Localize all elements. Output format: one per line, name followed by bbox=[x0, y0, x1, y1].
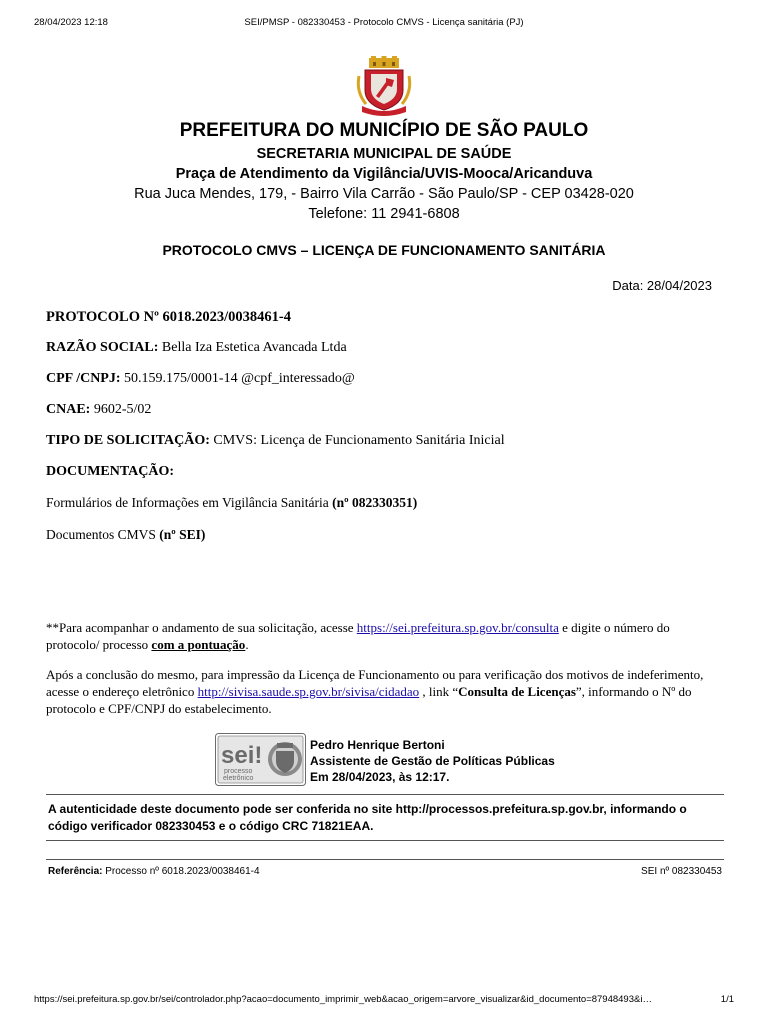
field-razao-social bbox=[46, 340, 347, 356]
signature-date: Em 28/04/2023, às 12:17. bbox=[310, 770, 450, 784]
field-label: RAZÃO SOCIAL: bbox=[46, 340, 159, 355]
signer-name: Pedro Henrique Bertoni bbox=[310, 738, 445, 752]
municipal-crest-icon bbox=[356, 56, 412, 118]
field-value: CMVS: Licença de Funcionamento Sanitária Inicial bbox=[209, 433, 505, 448]
org-name: PREFEITURA DO MUNICÍPIO DE SÃO PAULO bbox=[179, 120, 589, 141]
secretaria-name: SECRETARIA MUNICIPAL DE SAÚDE bbox=[256, 146, 512, 162]
print-url: https://sei.prefeitura.sp.gov.br/sei/controlador.php?acao=documento_imprimir_web&acao_origem=arvore_visualizar&id_documento=87948493&i… bbox=[34, 994, 652, 1005]
print-datetime: 28/04/2023 12:18 bbox=[34, 17, 108, 28]
svg-text:eletrônico: eletrônico bbox=[223, 775, 254, 782]
process-reference: Referência: Processo nº 6018.2023/0038461-4 bbox=[48, 866, 260, 877]
license-instructions: Após a conclusão do mesmo, para impressão da Licença de Funcionamento ou para verificação dos motivos de indeferimento, acesse o endereço eletrônico http://sivisa.saude.sp.gov.br/sivisa/cidadao , link “Consulta de Licenças”, informando o Nº do protocolo e CPF/CNPJ do estabelecimento. bbox=[46, 667, 704, 716]
documentation-heading: DOCUMENTAÇÃO: bbox=[46, 464, 175, 479]
emphasis-pontuacao: com a pontuação bbox=[151, 637, 246, 652]
sei-seal-icon bbox=[215, 733, 306, 786]
svg-text:sei!: sei! bbox=[221, 742, 263, 769]
field-label: CNAE: bbox=[46, 402, 91, 417]
divider bbox=[46, 859, 724, 860]
sei-number: SEI nº 082330453 bbox=[641, 866, 722, 877]
field-label: TIPO DE SOLICITAÇÃO: bbox=[46, 433, 210, 448]
tracking-instructions: **Para acompanhar o andamento de sua solicitação, acesse https://sei.prefeitura.sp.gov.br/consulta e digite o número do protocolo/ processo com a pontuação. bbox=[46, 620, 670, 652]
divider bbox=[46, 840, 724, 841]
doc-item-formularios: Formulários de Informações em Vigilância Sanitária (nº 082330351) bbox=[46, 495, 418, 510]
emphasis-consulta: Consulta de Licenças bbox=[458, 684, 576, 699]
document-date: Data: 28/04/2023 bbox=[612, 278, 712, 293]
field-cnae bbox=[46, 402, 151, 418]
field-value: 9602-5/02 bbox=[90, 402, 152, 417]
field-tipo-solicitacao bbox=[46, 433, 505, 449]
consulta-link[interactable]: https://sei.prefeitura.sp.gov.br/consulta bbox=[356, 620, 559, 635]
svg-text:processo: processo bbox=[224, 768, 253, 775]
address: Rua Juca Mendes, 179, - Bairro Vila Carrão - São Paulo/SP - CEP 03428-020 bbox=[134, 186, 634, 202]
field-value: 50.159.175/0001-14 @cpf_interessado@ bbox=[120, 371, 355, 386]
authenticity-note: A autenticidade deste documento pode ser conferida no site http://processos.prefeitura.sp.gov.br, informando o código verificador 082330453 e o código CRC 71821EAA. bbox=[48, 802, 687, 833]
document-title: PROTOCOLO CMVS – LICENÇA DE FUNCIONAMENTO SANITÁRIA bbox=[162, 242, 606, 258]
phone: Telefone: 11 2941-6808 bbox=[308, 206, 460, 222]
protocol-number: PROTOCOLO Nº 6018.2023/0038461-4 bbox=[46, 309, 291, 325]
divider bbox=[46, 794, 724, 795]
field-value: Bella Iza Estetica Avancada Ltda bbox=[158, 340, 347, 355]
field-cpf-cnpj bbox=[46, 371, 355, 387]
print-header bbox=[0, 17, 768, 31]
doc-item-documentos: Documentos CMVS (nº SEI) bbox=[46, 527, 206, 542]
sivisa-link[interactable]: http://sivisa.saude.sp.gov.br/sivisa/cidadao bbox=[197, 684, 420, 699]
praca-name: Praça de Atendimento da Vigilância/UVIS-Mooca/Aricanduva bbox=[175, 166, 593, 182]
signer-role: Assistente de Gestão de Políticas Públicas bbox=[310, 754, 555, 768]
page-number: 1/1 bbox=[720, 994, 734, 1005]
print-title: SEI/PMSP - 082330453 - Protocolo CMVS - Licença sanitária (PJ) bbox=[244, 17, 524, 28]
print-footer bbox=[0, 994, 768, 1008]
signature-block bbox=[310, 737, 555, 785]
field-label: CPF /CNPJ: bbox=[46, 371, 121, 386]
